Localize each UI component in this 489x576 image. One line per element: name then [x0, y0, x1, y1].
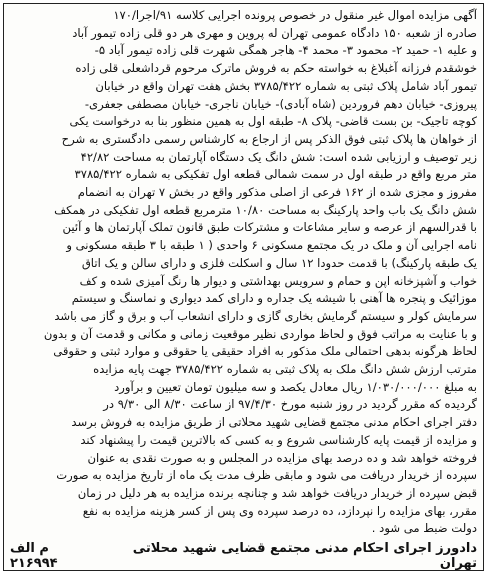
notice-line: یک طبقه پارکینگ) با قدمت حدودا ۱۲ سال و اسکلت فلزی و دارای سالن و یک اتاق: [81, 255, 477, 270]
notice-line: تیمور آباد شامل پلاک ثبتی به شماره ۳۷۸۵/۴۲۲ بخش هفت تهران واقع در خیابان: [95, 78, 477, 93]
notice-line: از خواهان ها پلاک ثبتی فوق الذکر پس از ارجاع به کارشناس رسمی دادگستری به شرح: [61, 131, 477, 146]
notice-line: سرمایش کولر و سیستم گرمایش بخاری گازی و دارای انشعاب آب و برق و گاز می باشد: [54, 308, 477, 323]
notice-line: نامه اجرایی آن و ملک در یک مجتمع مسکونی ۶ واحدی ( ۱ طبقه با ۳ طبقه مسکونی و: [66, 238, 477, 253]
notice-line: دولت ضبط می شود .: [371, 521, 477, 536]
notice-line: و مزایده از قیمت پایه کارشناسی شروع و به کسی که بالاترین قیمت را پیشنهاد کند: [80, 432, 477, 447]
notice-line: لحاظ هرگونه بدهی احتمالی ملک مذکور به افراد حقیقی یا حقوقی و موارد ثبتی و حقوقی: [53, 344, 477, 359]
notice-line: مترتب ارزش شش دانگ ملک به پلاک ثبتی به شماره ۳۷۸۵/۴۲۲ جهت پایه مزایده: [93, 362, 477, 377]
notice-line: با قدرالسهم از عرصه و سایر مشاعات و مشترکات طبق قانون تملک آپارتمان ها و آئین: [62, 220, 477, 235]
notice-line: و با عنایت به مراتب فوق و لحاظ مواردی نظیر موقعیت زمانی و مکانی و قدمت آن و بدون: [43, 326, 477, 341]
auction-notice: [3, 3, 484, 571]
notice-line: به مبلغ ۱/۰۳۰/۰۰۰/۰۰۰ ریال معادل یکصد و سه میلیون تومان تعیین و برآورد: [114, 379, 477, 394]
notice-line: خوشقدم فرزانه آغبلاغ به خواسته حکم به فروش ماترک مرحوم قرداشعلی قلی زاده: [75, 61, 477, 76]
notice-line: موزائیک و پنجره ها آهنی با شیشه یک جداره و دارای کمد دیواری و نماسنگ و سیستم: [71, 291, 477, 306]
notice-line: خواب و آشپزخانه اپن و حمام و سرویس بهداشتی و دیوار ها رنگ آمیزی شده و کف: [79, 273, 477, 288]
notice-line: پیروزی- خیابان دهم فروردین (شاه آبادی)- خیابان ناجری- خیابان مصطفی جعفری-: [84, 96, 477, 111]
issuer-signature: دادورز اجرای احکام مدنی مجتمع قضایی شهید محلاتی تهران: [132, 541, 477, 571]
notice-line: دفتر اجرای احکام مدنی مجتمع قضایی شهید محلاتی از طریق مزایده به فروش برسد: [71, 415, 477, 430]
notice-line: و علیه ۱- حمید ۲- محمود ۳- محمد ۴- هاجر همگی شهرت قلی زاده تیمور آباد ۵-: [94, 43, 477, 58]
notice-line: گردیده که مقرر گردید در روز شنبه مورخ ۹۷/۴/۳۰ از ساعت ۸/۳۰ الی ۹/۳۰ در: [103, 397, 477, 412]
notice-body: [10, 7, 477, 538]
notice-line: کوچه تاجیک- بن بست قاضی- پلاک ۸- طبقه اول به همین منظور بنا به درخواست یکی: [69, 114, 477, 129]
notice-line: فروخته خواهد شد و ده درصد بهای مزایده در المجلس و به صورت نقدی به عنوان: [87, 450, 477, 465]
reference-code: م الف ۲۱۶۹۹۴: [10, 541, 58, 571]
notice-line: زیر توصیف و ارزیابی شده است: شش دانگ یک دستگاه آپارتمان به مساحت ۴۲/۸۲: [80, 149, 477, 164]
notice-line: قبض سپرده از خریدار دریافت خواهد شد و چنانچه برنده مزایده به هر دلیل در زمان: [77, 485, 477, 500]
notice-line: صادره از شعبه ۱۵۰ دادگاه عمومی تهران له پروین و مهری هر دو قلی زاده تیمور آباد: [72, 25, 477, 40]
notice-line: شش دانگ یک باب واحد پارکینگ به مساحت ۱۰/۸۰ مترمربع قطعه اول تفکیکی در همکف: [54, 202, 477, 217]
notice-line: مفروز و مجزی شده از ۱۶۲ فرعی از اصلی مذکور واقع در بخش ۷ تهران به انضمام: [77, 185, 477, 200]
notice-line: آگهی مزایده اموال غیر منقول در خصوص پرونده اجرایی کلاسه ۹۱/اجرا/۱۷۰: [113, 8, 477, 22]
notice-line: سپرده از خریدار دریافت می شود و مابقی ظرف مدت یک ماه از تاریخ مزایده به صورت: [56, 468, 477, 483]
notice-line: مقرر، بهای مزایده را نپردازد، ده درصد سپرده وی پس از کسر هزینه مزایده به نفع: [82, 503, 477, 518]
notice-line: متر مربع واقع در طبقه اول در سمت شمالی قطعه اول تفکیکی به شماره ۳۷۸۵/۴۲۲: [74, 167, 477, 182]
notice-footer: [10, 541, 477, 571]
